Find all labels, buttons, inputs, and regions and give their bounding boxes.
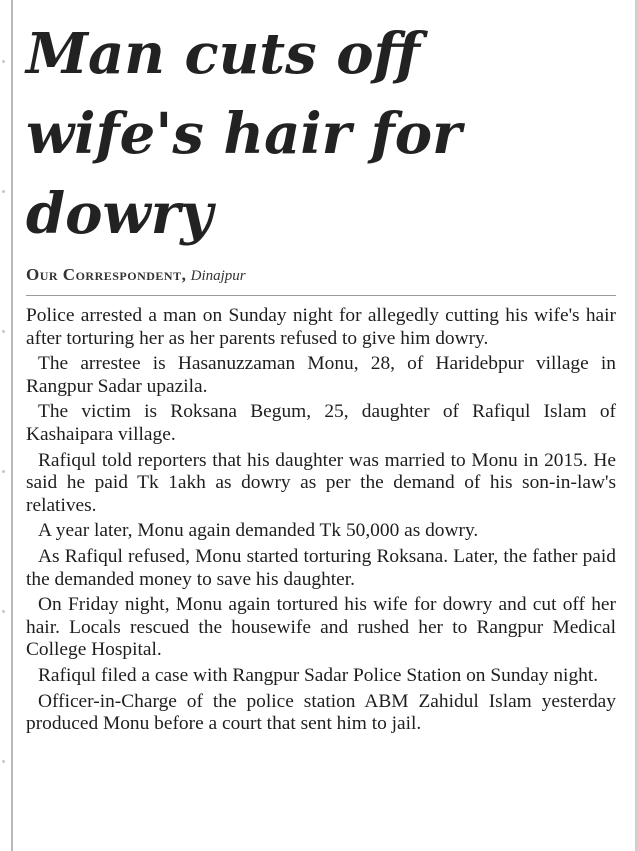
article-body: [26, 305, 616, 736]
article-paragraph: On Friday night, Monu again tortured his wife for dowry and cut off her hair. Locals rescued the housewife and rushed her to Rangpur Medical College Hospital.: [26, 594, 616, 661]
adjacent-column-mark: [2, 190, 5, 193]
article-paragraph: A year later, Monu again demanded Tk 50,000 as dowry.: [38, 520, 479, 542]
byline-author: Our Correspondent,: [26, 265, 187, 284]
adjacent-column-mark: [2, 60, 5, 63]
article-paragraph: Police arrested a man on Sunday night for allegedly cutting his wife's hair after torturing her as her parents refused to give him dowry.: [26, 305, 616, 349]
adjacent-column-mark: [2, 470, 5, 473]
article-paragraph: The victim is Roksana Begum, 25, daughter of Rafiqul Islam of Kashaipara village.: [26, 401, 616, 445]
article: [26, 14, 616, 739]
column-rule-left: [11, 0, 13, 851]
headline: Man cuts off wife's hair for dowry: [26, 21, 462, 247]
byline-location: Dinajpur: [190, 268, 246, 284]
adjacent-column-mark: [2, 330, 5, 333]
article-paragraph: As Rafiqul refused, Monu started torturing Roksana. Later, the father paid the demanded money to save his daughter.: [26, 545, 616, 590]
article-paragraph: Rafiqul told reporters that his daughter was married to Monu in 2015. He said he paid Tk 1akh as dowry as per the demand of his son-in-law's relatives.: [26, 449, 616, 516]
article-paragraph: The arrestee is Hasanuzzaman Monu, 28, of Haridebpur village in Rangpur Sadar upazila.: [26, 353, 616, 397]
adjacent-column-mark: [2, 610, 5, 613]
article-paragraph: Rafiqul filed a case with Rangpur Sadar Police Station on Sunday night.: [38, 664, 599, 686]
article-paragraph: Officer-in-Charge of the police station ABM Zahidul Islam yesterday produced Monu before a court that sent him to jail.: [26, 690, 616, 735]
byline: [26, 264, 616, 296]
adjacent-column-mark: [2, 760, 5, 763]
